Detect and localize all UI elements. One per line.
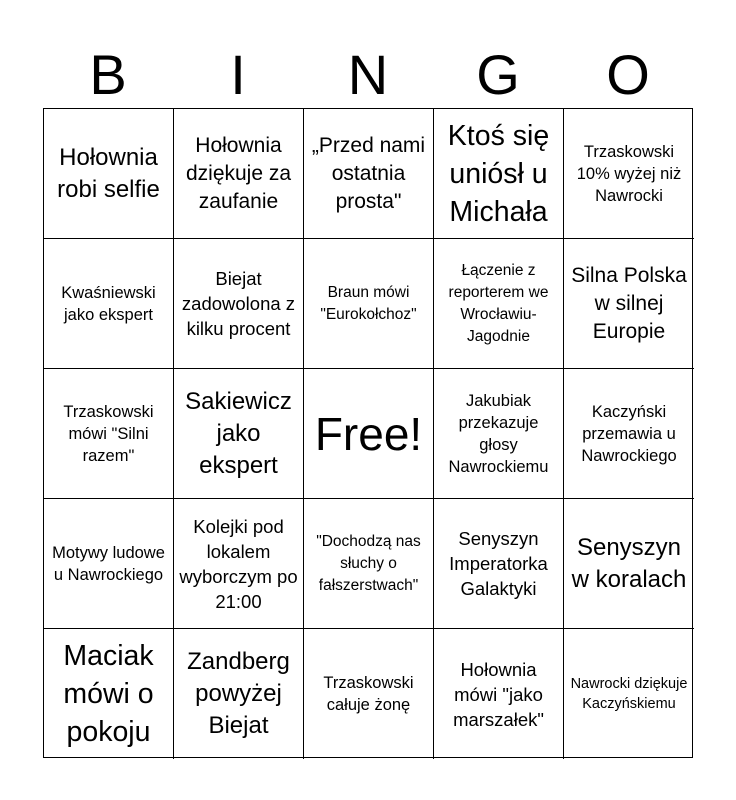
- bingo-cell[interactable]: Kwaśniewski jako ekspert: [44, 239, 174, 369]
- header-letter-b: B: [89, 43, 127, 106]
- header-letter-g: G: [476, 43, 520, 106]
- bingo-cell[interactable]: Sakiewicz jako ekspert: [174, 369, 304, 499]
- bingo-cell[interactable]: Trzaskowski mówi "Silni razem": [44, 369, 174, 499]
- bingo-cell[interactable]: Trzaskowski całuje żonę: [304, 629, 434, 759]
- bingo-cell[interactable]: Biejat zadowolona z kilku procent: [174, 239, 304, 369]
- bingo-cell[interactable]: Hołownia dziękuje za zaufanie: [174, 109, 304, 239]
- bingo-cell[interactable]: Senyszyn w koralach: [564, 499, 694, 629]
- bingo-cell[interactable]: "Dochodzą nas słuchy o fałszerstwach": [304, 499, 434, 629]
- bingo-cell[interactable]: Hołownia mówi "jako marszałek": [434, 629, 564, 759]
- header-letter-i: I: [230, 43, 246, 106]
- bingo-cell[interactable]: Silna Polska w silnej Europie: [564, 239, 694, 369]
- bingo-cell[interactable]: Zandberg powyżej Biejat: [174, 629, 304, 759]
- bingo-cell[interactable]: Jakubiak przekazuje głosy Nawrockiemu: [434, 369, 564, 499]
- bingo-board: [43, 108, 693, 758]
- bingo-cell[interactable]: Hołownia robi selfie: [44, 109, 174, 239]
- bingo-cell[interactable]: „Przed nami ostatnia prosta": [304, 109, 434, 239]
- bingo-cell[interactable]: Kolejki pod lokalem wyborczym po 21:00: [174, 499, 304, 629]
- bingo-cell[interactable]: Senyszyn Imperatorka Galaktyki: [434, 499, 564, 629]
- bingo-header: [43, 42, 693, 108]
- header-letter-n: N: [347, 43, 389, 106]
- bingo-cell[interactable]: Nawrocki dziękuje Kaczyńskiemu: [570, 676, 688, 712]
- bingo-cell[interactable]: Łączenie z reporterem we Wrocławiu-Jagodnie: [434, 239, 564, 369]
- bingo-cell[interactable]: Trzaskowski 10% wyżej niż Nawrocki: [564, 109, 694, 239]
- header-letter-o: O: [606, 43, 650, 106]
- bingo-cell[interactable]: Braun mówi "Eurokołchoz": [304, 239, 434, 369]
- bingo-cell[interactable]: Ktoś się uniósł u Michała: [434, 109, 564, 239]
- bingo-cell[interactable]: Maciak mówi o pokoju: [44, 629, 174, 759]
- bingo-cell[interactable]: Kaczyński przemawia u Nawrockiego: [564, 369, 694, 499]
- free-space-cell[interactable]: Free!: [304, 369, 434, 499]
- bingo-cell[interactable]: Motywy ludowe u Nawrockiego: [44, 499, 174, 629]
